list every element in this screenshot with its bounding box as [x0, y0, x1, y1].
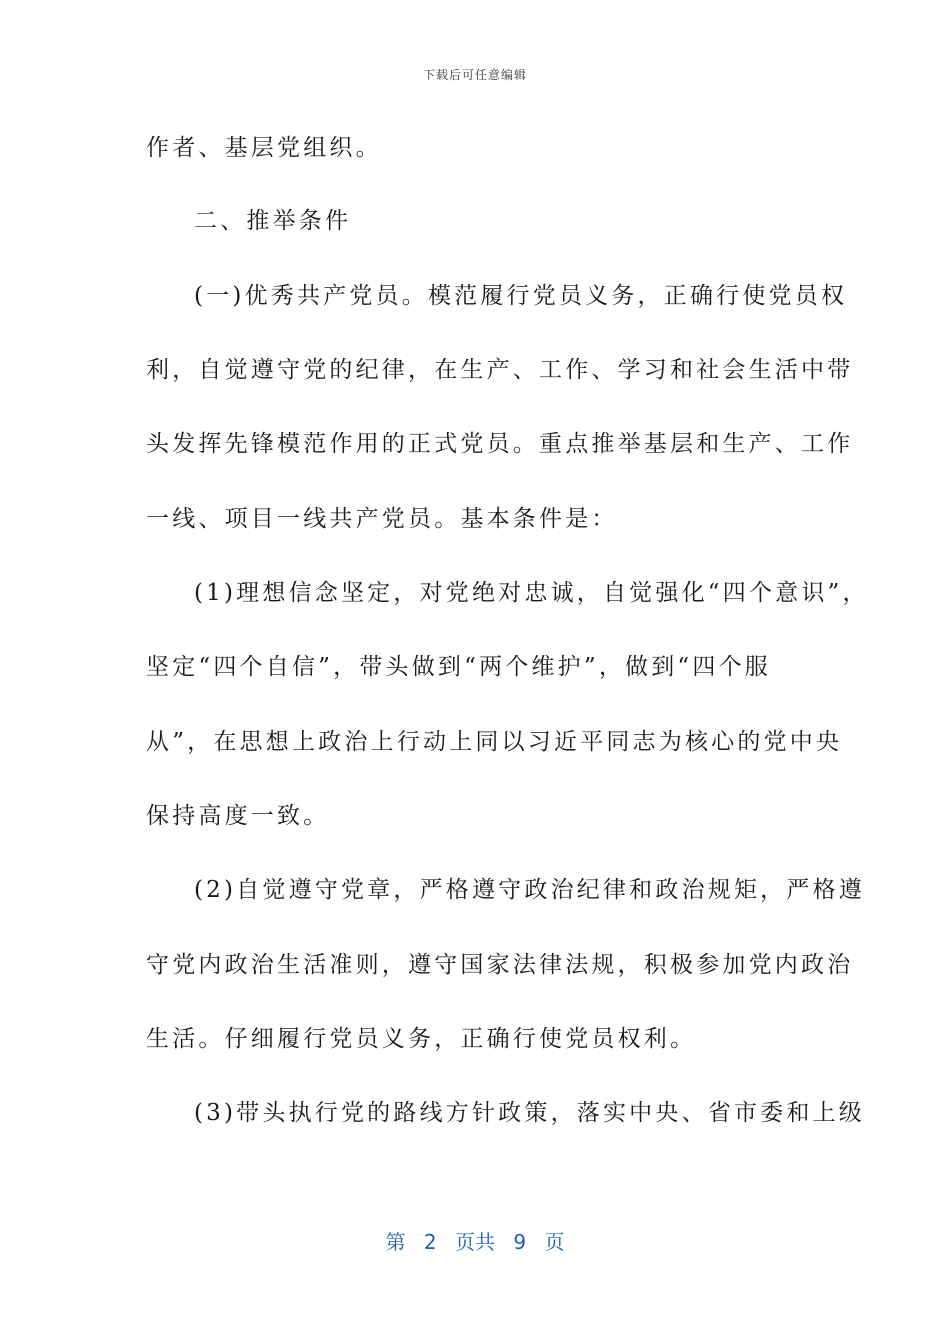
body-line: 守党内政治生活准则，遵守国家法律法规，积极参加党内政治 [146, 952, 854, 978]
current-page-number: 2 [423, 1230, 437, 1254]
body-line: 头发挥先锋模范作用的正式党员。重点推举基层和生产、工作 [146, 431, 854, 457]
body-line: 保持高度一致。 [146, 803, 330, 829]
footer-middle: 页共 [455, 1230, 495, 1254]
body-line: (一)优秀共产党员。模范履行党员义务，正确行使党员权 [194, 283, 848, 309]
body-line: (2)自觉遵守党章，严格遵守政治纪律和政治规矩，严格遵 [194, 877, 865, 903]
body-line: 一线、项目一线共产党员。基本条件是： [146, 506, 618, 532]
body-line: 坚定“四个自信”，带头做到“两个维护”，做到“四个服 [146, 654, 771, 680]
body-line: 生活。仔细履行党员义务，正确行使党员权利。 [146, 1026, 697, 1052]
page-header-watermark: 下载后可任意编辑 [422, 68, 527, 82]
body-line: 作者、基层党组织。 [146, 135, 382, 161]
body-line: 利，自觉遵守党的纪律，在生产、工作、学习和社会生活中带 [146, 357, 854, 383]
footer-prefix: 第 [385, 1230, 406, 1254]
page-footer [0, 1226, 950, 1255]
footer-suffix: 页 [544, 1230, 565, 1254]
body-line: 从”，在思想上政治上行动上同以习近平同志为核心的党中央 [146, 729, 843, 755]
total-page-count: 9 [513, 1230, 527, 1254]
body-line: (3)带头执行党的路线方针政策，落实中央、省市委和上级 [194, 1100, 865, 1126]
body-line: (1)理想信念坚定，对党绝对忠诚，自觉强化“四个意识”， [194, 580, 869, 606]
section-heading: 二、推举条件 [194, 208, 352, 234]
